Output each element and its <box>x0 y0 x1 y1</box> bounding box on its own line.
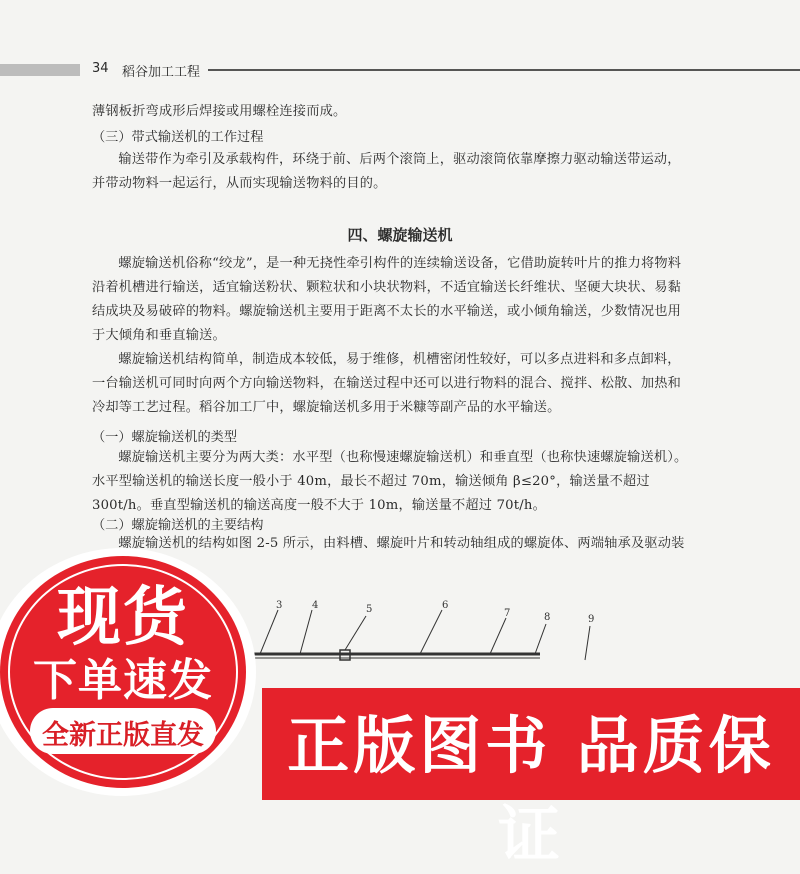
sub-2-paragraph: 螺旋输送机的结构如图 2-5 所示，由料槽、螺旋叶片和转动轴组成的螺旋体、两端轴承及驱动装 <box>118 536 685 551</box>
leader-line-7 <box>490 618 506 654</box>
screw-conveyor-diagram <box>190 596 690 676</box>
intro-body <box>92 252 688 420</box>
sub-1-heading: （一）螺旋输送机的类型 <box>92 430 238 445</box>
promo-badge-pill-text: 全新正版直发 <box>42 720 204 751</box>
diagram-label-9: 9 <box>588 614 595 625</box>
leader-line-6 <box>420 610 442 654</box>
running-header-title: 稻谷加工工程 <box>122 65 201 80</box>
diagram-label-7: 7 <box>504 608 511 619</box>
header-gray-bar <box>0 64 80 76</box>
continued-line: 薄钢板折弯成形后焊接或用螺栓连接而成。 <box>92 104 347 119</box>
section-3-heading: （三）带式输送机的工作过程 <box>92 130 264 145</box>
promo-badge-line1: 现货 <box>57 581 189 655</box>
continued-text <box>92 100 688 124</box>
diagram-label-4: 4 <box>312 600 319 611</box>
diagram-label-3: 3 <box>276 600 283 611</box>
leader-line-5 <box>345 616 366 650</box>
page-number: 34 <box>92 61 109 76</box>
header-rule <box>208 69 800 71</box>
intro-paragraph-2: 螺旋输送机结构简单，制造成本较低，易于维修，机槽密闭性较好，可以多点进料和多点卸料，一台输送机可同时向两个方向输送物料，在输送过程中还可以进行物料的混合、搅拌、松散、加热和冷却等工艺过程。稻谷加工厂中，螺旋输送机多用于米糠等副产品的水平输送。 <box>92 352 682 415</box>
diagram-label-8: 8 <box>544 612 551 623</box>
chapter-heading: 四、螺旋输送机 <box>347 226 453 244</box>
promo-banner-text: 正版图书 品质保证 <box>287 709 775 871</box>
sub-2-heading: （二）螺旋输送机的主要结构 <box>92 518 264 533</box>
diagram-label-5: 5 <box>366 604 373 615</box>
section-3-body <box>92 148 688 196</box>
leader-line-9 <box>585 626 590 660</box>
leader-line-4 <box>300 610 312 654</box>
sub-1-body <box>92 446 688 518</box>
diagram-label-6: 6 <box>442 600 449 611</box>
leader-line-3 <box>260 610 278 654</box>
sub-1-paragraph: 螺旋输送机主要分为两大类：水平型（也称慢速螺旋输送机）和垂直型（也称快速螺旋输送机）。水平型输送机的输送长度一般小于 40m，最长不超过 70m，输送倾角 β≤20°，输送量不超过 300t/h。垂直型输送机的输送高度一般不大于 10m，输送量不超过 70t/h。 <box>92 450 688 513</box>
section-3-paragraph: 输送带作为牵引及承载构件，环绕于前、后两个滚筒上，驱动滚筒依靠摩擦力驱动输送带运动，并带动物料一起运行，从而实现输送物料的目的。 <box>92 152 681 191</box>
intro-paragraph-1: 螺旋输送机俗称“绞龙”，是一种无挠性牵引构件的连续输送设备，它借助旋转叶片的推力将物料沿着机槽进行输送，适宜输送粉状、颗粒状和小块状物料，不适宜输送长纤维状、坚硬大块状、易黏结成块及易破碎的物料。螺旋输送机主要用于距离不太长的水平输送，或小倾角输送，少数情况也用于大倾角和垂直输送。 <box>92 256 682 343</box>
leader-line-8 <box>535 624 546 654</box>
promo-badge-line2: 下单速发 <box>33 655 213 706</box>
